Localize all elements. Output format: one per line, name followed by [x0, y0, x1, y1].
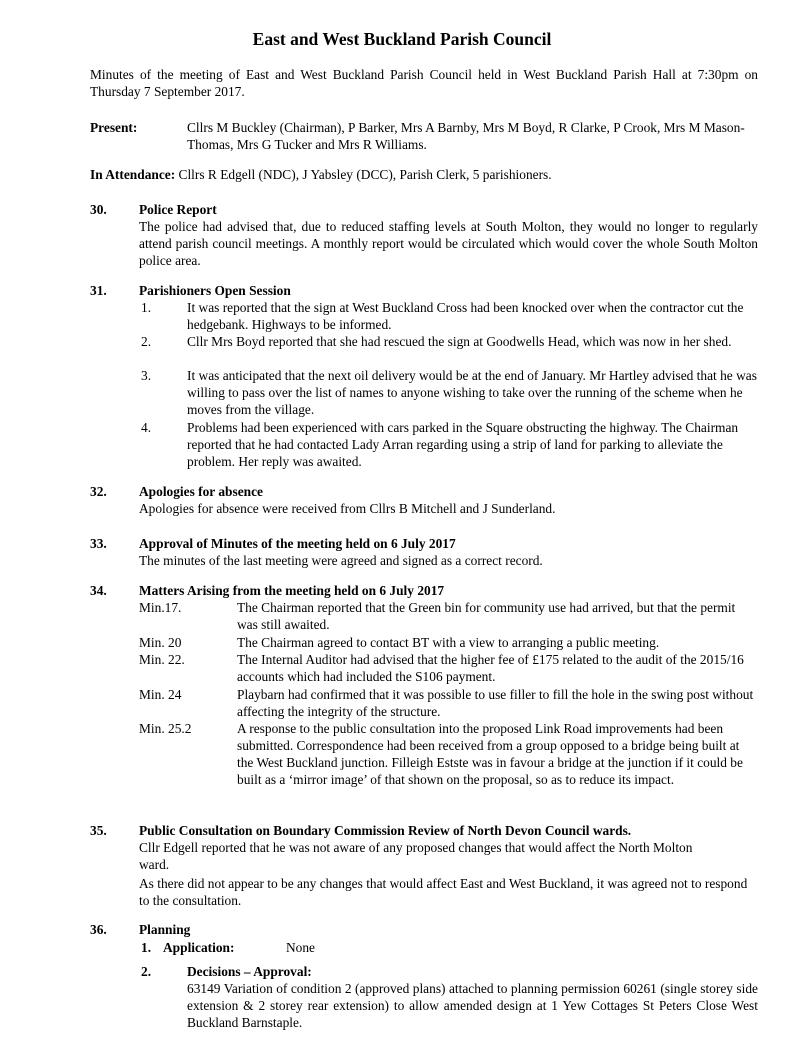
minute-reference: Min. 20 [139, 635, 182, 650]
attendance-line [90, 166, 758, 183]
section-number: 31. [90, 283, 107, 298]
matter-text: A response to the public consultation into the proposed Link Road improvements had been submitted. Correspondence had been received from a group opposed to a bridge being built at the West Buckland junction. Filleigh Estste was in favour a bridge at the junction if it could be built as a ‘mirror image’ of that shown on the proposal, so as to reduce its impact. [237, 721, 743, 787]
intro-paragraph: Minutes of the meeting of East and West Buckland Parish Council held in West Buckland Parish Hall at 7:30pm on Thursday 7 September 2017. [90, 67, 758, 99]
item-number: 1. [141, 300, 152, 315]
attendance-text: Cllrs R Edgell (NDC), J Yabsley (DCC), Parish Clerk, 5 parishioners. [175, 167, 552, 182]
section-heading: Public Consultation on Boundary Commission Review of North Devon Council wards. [139, 823, 632, 838]
section-number: 30. [90, 202, 107, 217]
document-title: East and West Buckland Parish Council [252, 29, 552, 49]
section-heading: Planning [139, 922, 191, 937]
decision-text: 63149 Variation of condition 2 (approved plans) attached to planning permission 60261 (single storey side extension & 2 storey rear extension) to allow amended design at 1 Yew Cottages St Peters Close West Buckland Barnstaple. [187, 981, 758, 1030]
section-heading: Parishioners Open Session [139, 283, 291, 298]
matter-text: The Internal Auditor had advised that the higher fee of £175 related to the audit of the 2015/16 accounts which had included the S106 payment. [237, 652, 744, 684]
section-text: The police had advised that, due to reduced staffing levels at South Molton, they would no longer to regularly attend parish council meetings. A monthly report would be circulated which would cover the whole South Molton police area. [139, 219, 758, 268]
minute-reference: Min. 25.2 [139, 721, 192, 736]
item-text: Cllr Mrs Boyd reported that she had rescued the sign at Goodwells Head, which was now in her shed. [187, 334, 732, 349]
section-text: Cllr Edgell reported that he was not aware of any proposed changes that would affect the North Molton ward. [139, 840, 693, 872]
section-heading: Police Report [139, 202, 217, 217]
application-number: 1. [141, 940, 152, 955]
item-number: 4. [141, 420, 152, 435]
section-number: 35. [90, 823, 107, 838]
section-text: The minutes of the last meeting were agreed and signed as a correct record. [139, 553, 543, 568]
section-text: Apologies for absence were received from Cllrs B Mitchell and J Sunderland. [139, 501, 556, 516]
matter-text: The Chairman agreed to contact BT with a view to arranging a public meeting. [237, 635, 660, 650]
section-text-2: As there did not appear to be any changes that would affect East and West Buckland, it was agreed not to respond to the consultation. [139, 876, 748, 908]
section-number: 34. [90, 583, 107, 598]
section-heading: Matters Arising from the meeting held on 6 July 2017 [139, 583, 445, 598]
item-number: 3. [141, 368, 152, 383]
item-text: It was reported that the sign at West Buckland Cross had been knocked over when the contractor cut the hedgebank. Highways to be informed. [187, 300, 744, 332]
application-label: Application: [163, 940, 235, 955]
minute-reference: Min. 24 [139, 687, 182, 702]
section-heading: Apologies for absence [139, 484, 263, 499]
minute-reference: Min.17. [139, 600, 182, 615]
decision-number: 2. [141, 964, 152, 979]
item-number: 2. [141, 334, 152, 349]
section-number: 33. [90, 536, 107, 551]
matter-text: Playbarn had confirmed that it was possible to use filler to fill the hole in the swing post without affecting the integrity of the structure. [237, 687, 754, 719]
item-text: Problems had been experienced with cars parked in the Square obstructing the highway. The Chairman reported that he had contacted Lady Arran regarding using a strip of land for parking to alleviate the problem. Her reply was awaited. [187, 420, 739, 469]
minute-reference: Min. 22. [139, 652, 185, 667]
matter-text: The Chairman reported that the Green bin for community use had arrived, but that the permit was still awaited. [237, 600, 736, 632]
attendance-label: In Attendance: [90, 167, 176, 182]
present-list: Cllrs M Buckley (Chairman), P Barker, Mrs A Barnby, Mrs M Boyd, R Clarke, P Crook, Mrs M Mason-Thomas, Mrs G Tucker and Mrs R Williams. [187, 120, 745, 152]
section-heading: Approval of Minutes of the meeting held on 6 July 2017 [139, 536, 456, 551]
item-text: It was anticipated that the next oil delivery would be at the end of January. Mr Hartley advised that he was willing to pass over the list of names to anyone wishing to take over the running of the scheme when he moves from the village. [187, 368, 757, 417]
section-number: 32. [90, 484, 107, 499]
decision-label: Decisions – Approval: [187, 964, 312, 979]
section-number: 36. [90, 922, 107, 937]
application-value: None [286, 940, 316, 955]
present-label: Present: [90, 120, 138, 135]
